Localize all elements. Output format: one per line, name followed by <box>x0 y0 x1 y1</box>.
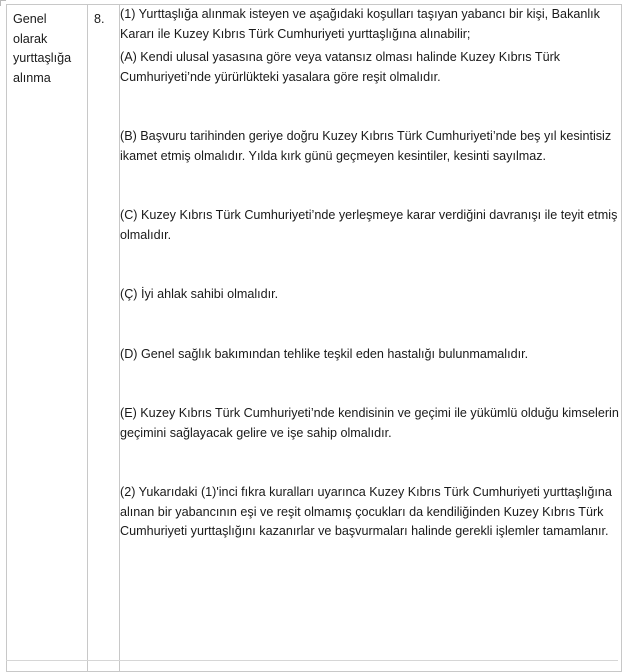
clause-b: (B) Başvuru tarihinden geriye doğru Kuzey Kıbrıs Türk Cumhuriyeti’nde beş yıl kesintisiz ikamet etmiş olmalıdır. Yılda kırk günü geçmeyen kesintiler, kesinti sayılmaz. <box>120 129 612 163</box>
section-title: Genel olarak yurttaşlığa alınma <box>13 12 72 85</box>
paragraph-2: (2) Yukarıdaki (1)'inci fıkra kuralları uyarınca Kuzey Kıbrıs Türk Cumhuriyeti yurttaşlığına alınan bir yabancının eşi ve reşit olmamış çocukları da kendiliğinden Kuzey Kıbrıs Türk Cumhuriyeti yurttaşlığını kazanırlar ve başvurmaları halinde gerekli işlemler tamamlanır. <box>120 485 612 538</box>
clause-d: (D) Genel sağlık bakımından tehlike teşkil eden hastalığı bulunmamalıdır. <box>120 346 529 361</box>
legislation-table <box>6 4 622 672</box>
paragraph-1-intro: (1) Yurttaşlığa alınmak isteyen ve aşağıdaki koşulları taşıyan yabancı bir kişi, Bakanlık Kararı ile Kuzey Kıbrıs Türk Cumhuriyeti yurttaşlığına alınabilir; <box>120 7 600 41</box>
section-number-cell <box>88 5 120 672</box>
section-number: 8. <box>94 12 105 26</box>
next-row-divider <box>6 660 618 661</box>
section-title-cell <box>7 5 88 672</box>
clause-c: (C) Kuzey Kıbrıs Türk Cumhuriyeti’nde yerleşmeye karar verdiğini davranışı ile teyit etmiş olmalıdır. <box>120 208 618 242</box>
clause-c-cedilla: (Ç) İyi ahlak sahibi olmalıdır. <box>120 287 279 301</box>
table-row <box>7 5 622 672</box>
clause-e: (E) Kuzey Kıbrıs Türk Cumhuriyeti’nde kendisinin ve geçimi ile yükümlü olduğu kimselerin geçimini sağlayacak gelire ve işe sahip olmalıdır. <box>120 406 619 440</box>
clause-a: (A) Kendi ulusal yasasına göre veya vatansız olması halinde Kuzey Kıbrıs Türk Cumhuriyeti’nde yürürlükteki yasalara göre reşit olmalıdır. <box>120 50 561 84</box>
section-body-cell <box>120 5 622 672</box>
